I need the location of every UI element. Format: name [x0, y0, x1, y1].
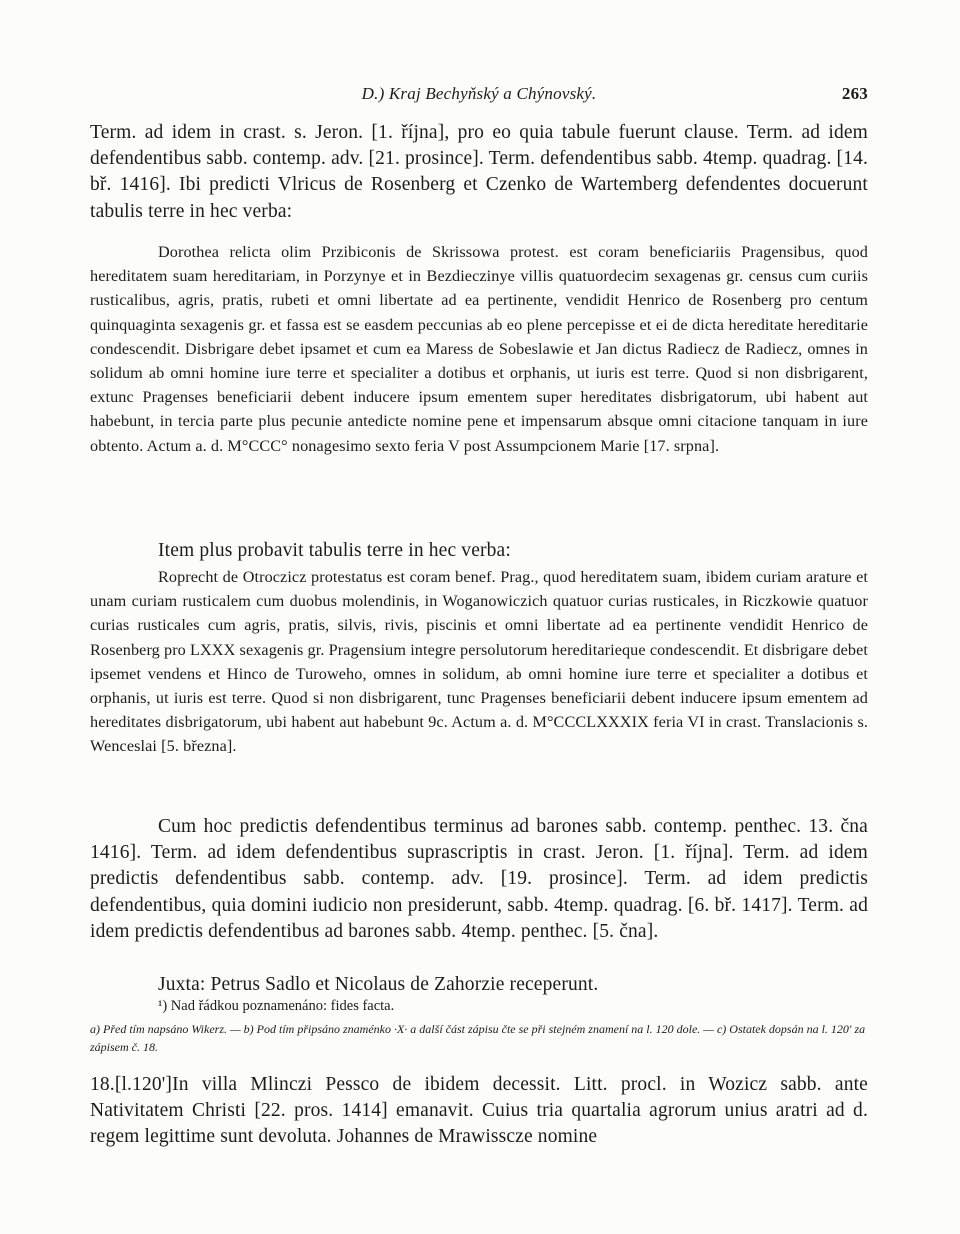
footnote-1: ¹) Nad řádkou poznamenáno: fides facta. [158, 998, 395, 1014]
paragraph-juxta: Juxta: Petrus Sadlo et Nicolaus de Zahorzie receperunt. [158, 974, 599, 995]
running-title: D.) Kraj Bechyňský a Chýnovský. [361, 84, 597, 103]
paragraph-item-plus: Item plus probavit tabulis terre in hec verba: [158, 540, 511, 561]
paragraph-terms-intro: Term. ad idem in crast. s. Jeron. [1. října], pro eo quia tabule fuerunt clause. Term. ad idem defendentibus sabb. contemp. adv. [21. prosince]. Term. defendentibus sabb. 4temp. quadrag. [14. bř. 1416]. Ibi predicti Vlricus de Rosenberg et Czenko de Wartemberg defendentes docuerunt tabulis terre in hec verba: [90, 122, 868, 222]
paragraph-entry-18: 18.[l.120']In villa Mlinczi Pessco de ibidem decessit. Litt. procl. in Wozicz sabb. ante Nativitatem Christi [22. pros. 1414] emanavit. Cuius tria quartalia agrorum unius aratri ad d. regem legittime sunt devoluta. Johannes de Mrawisscze nomine [90, 1074, 868, 1148]
paragraph-terms-continued: Cum hoc predictis defendentibus terminus ad barones sabb. contemp. penthec. 13. čna 1416]. Term. ad idem defendentibus suprascriptis in crast. Jeron. [1. října]. Term. ad idem predictis defendentibus sabb. contemp. adv. [19. prosince]. Term. ad idem predictis defendentibus, quia domini iudicio non presiderunt, sabb. 4temp. quadrag. [6. bř. 1417]. Term. ad idem predictis defendentibus ad barones sabb. 4temp. penthec. [5. čna]. [90, 816, 868, 942]
paragraph-roprecht-record: Roprecht de Otroczicz protestatus est coram benef. Prag., quod hereditatem suam, ibidem curiam arature et unam curiam rusticalem cum duobus molendinis, in Woganowiczich quatuor curias rusticales, in Riczkowie quatuor curias rusticales cum agris, pratis, silvis, rivis, piscinis et omni libertate ad ea pertinente vendidit Henrico de Rosenberg pro LXXX sexagenis gr. Pragensium integre persolutorum hereditarieque condescendit. Et disbrigare debet ipsemet vendens et Hinco de Turoweho, omnes in solidum, ab omni homine iure terre et specialiter a dotibus et orphanis, ut iuris est terre. Quod si non disbrigarent, tunc Pragenses beneficiarii debent inducere ipsum ementem ad hereditates disbrigatorum, ubi habent aut habebunt 9c. Actum a. d. M°CCCLXXXIX feria VI in crast. Translacionis s. Wenceslai [5. března]. [90, 568, 868, 756]
footnote-critical-notes: a) Před tím napsáno Wikerz. — b) Pod tím připsáno znaménko ·X· a další část zápisu čte se při stejném znamení na l. 120 dole. — c) Ostatek dopsán na l. 120' za zápisem č. 18. [90, 1022, 866, 1054]
page-number: 263 [841, 84, 868, 103]
paragraph-dorothea-record: Dorothea relicta olim Przibiconis de Skrissowa protest. est coram beneficiariis Pragensibus, quod hereditatem suam hereditariam, in Porzynye et in Bezdieczinye villis quatuordecim sexagenas gr. census cum curiis rusticalibus, agris, pratis, rubeti et omni libertate ad ea pertinente, vendidit Henrico de Rosenberg pro centum quinquaginta sexagenis gr. et fassa est se easdem peccunias ab eo plene percepisse et ei de dicta hereditate hereditarie condescendit. Disbrigare debet ipsamet et cum ea Maress de Sobeslawie et Jan dictus Radiecz de Radiecz, omnes in solidum ab omni homine iure terre et specialiter a dotibus et orphanis, ut iuris est terre. Quod si non disbrigarent, extunc Pragenses beneficiarii debent inducere ipsum ementem super hereditates disbrigatorum, ubi habent aut habebunt, in tercia parte plus pecunie antedicte nomine pene et impensarum absque omni citacione tanquam in iure obtento. Actum a. d. M°CCC° nonagesimo sexto feria V post Assumpcionem Marie [17. srpna]. [90, 243, 868, 455]
